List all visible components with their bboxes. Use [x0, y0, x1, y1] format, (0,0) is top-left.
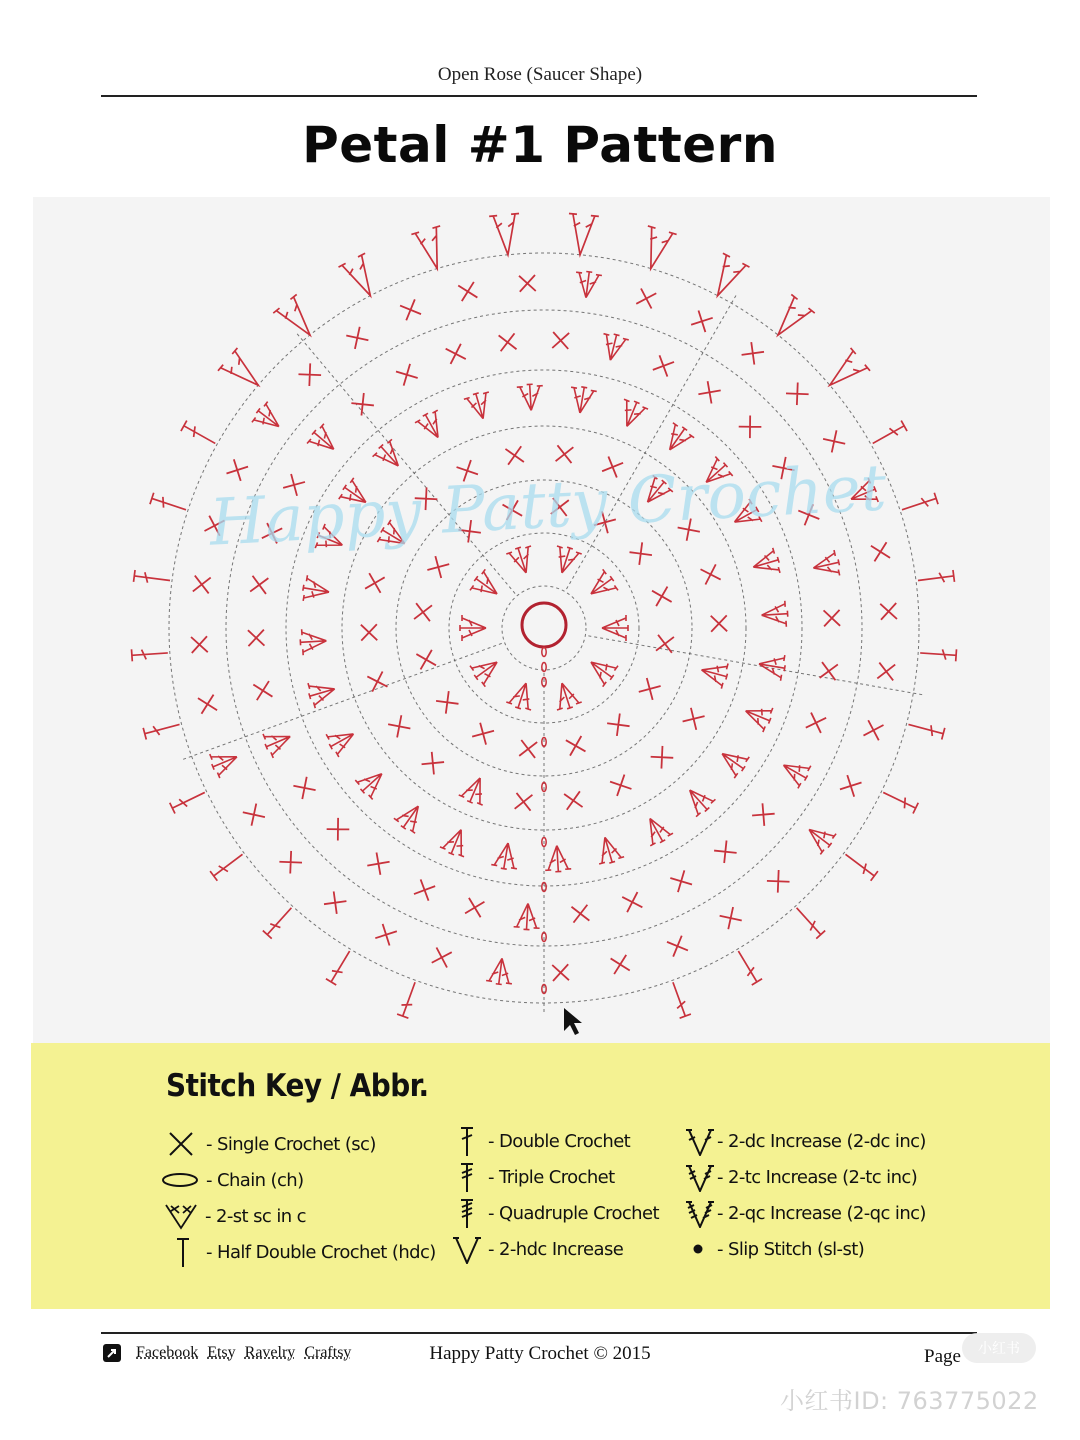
- key-item-dc: [450, 1126, 630, 1156]
- stitch-post-mark: [181, 421, 218, 449]
- stitch-sc-mark: [670, 870, 692, 892]
- stitch-increase-mark: [777, 754, 812, 789]
- guide-divider: [588, 636, 923, 695]
- key-item-dc-inc: [683, 1126, 926, 1156]
- chart-watermark: Happy Patty Crochet: [207, 451, 889, 561]
- stitch-sc-mark: [346, 327, 368, 349]
- stitch-sc-mark: [298, 363, 321, 386]
- etsy-link[interactable]: Etsy: [207, 1344, 236, 1361]
- stitch-sc-mark: [698, 381, 720, 403]
- stitch-sc-mark: [711, 615, 727, 631]
- stitch-increase-mark: [306, 676, 338, 708]
- stitch-post-mark: [150, 493, 188, 516]
- stitch-sc-mark: [607, 714, 629, 736]
- crochet-diagram: [33, 197, 1050, 1043]
- stitch-increase-mark: [757, 651, 787, 681]
- stitch-sc-mark: [767, 870, 790, 893]
- stitch-increase-mark: [592, 834, 624, 866]
- stitch-increase-mark: [468, 568, 504, 604]
- guide-divider: [567, 295, 737, 589]
- stitch-increase-mark: [458, 773, 492, 807]
- stitch-sc-mark: [243, 804, 265, 826]
- stitch-sc-mark: [191, 636, 208, 653]
- key-item-2st-sc: [163, 1201, 306, 1231]
- stitch-sc-mark: [566, 736, 586, 756]
- stitch-increase-mark: [550, 679, 583, 712]
- stitch-sc-mark: [552, 332, 569, 349]
- stitch-post-mark: [667, 980, 691, 1018]
- stitch-sc-mark: [414, 879, 435, 900]
- stitch-sc-mark: [877, 663, 895, 681]
- stitch-increase-mark: [393, 799, 429, 835]
- stitch-increase-mark: [468, 652, 504, 688]
- stitch-post-mark: [143, 719, 181, 740]
- key-item-tc: [450, 1162, 615, 1192]
- stitch-sc-mark: [472, 723, 494, 745]
- stitch-v-increase-mark: [218, 348, 268, 397]
- stitch-increase-mark: [486, 957, 515, 986]
- stitch-v-increase-mark: [704, 253, 749, 302]
- header-divider: [101, 95, 977, 97]
- stitch-increase-mark: [698, 657, 730, 689]
- tc-increase-icon: [683, 1162, 717, 1192]
- stitch-post-mark: [917, 570, 954, 586]
- stitch-sc-mark: [552, 964, 569, 981]
- stitch-increase-mark: [583, 568, 619, 604]
- dc-increase-icon: [683, 1126, 717, 1156]
- key-item-qc: [450, 1198, 659, 1228]
- facebook-link[interactable]: Facebook: [136, 1344, 199, 1361]
- stitch-increase-mark: [598, 332, 629, 363]
- stitch-post-mark: [210, 850, 246, 881]
- stitch-sc-mark: [324, 891, 346, 913]
- stitch-increase-mark: [811, 550, 842, 581]
- stitch-sc-mark: [639, 678, 661, 700]
- stitch-sc-mark: [622, 892, 642, 912]
- key-label-dc: - Double Crochet: [488, 1130, 631, 1152]
- page-title: Petal #1 Pattern: [302, 116, 778, 174]
- stitch-increase-mark: [250, 400, 286, 436]
- stitch-increase-mark: [208, 745, 242, 779]
- stitch-increase-mark: [439, 825, 473, 859]
- key-label-chain: - Chain (ch): [206, 1169, 304, 1191]
- ravelry-link[interactable]: Ravelry: [244, 1344, 296, 1361]
- stitch-post-mark: [907, 719, 945, 740]
- qc-increase-icon: [683, 1198, 717, 1228]
- stitch-sc-mark: [365, 573, 385, 593]
- key-label-qc-inc: - 2-qc Increase (2-qc inc): [717, 1202, 926, 1224]
- stitch-sc-mark: [840, 775, 862, 797]
- key-label-hdc-inc: - 2-hdc Increase: [488, 1238, 624, 1260]
- platform-watermark-id: 小红书ID: 763775022: [780, 1387, 1039, 1415]
- stitch-sc-mark: [823, 430, 845, 452]
- stitch-post-mark: [900, 493, 938, 516]
- stitch-sc-mark: [630, 542, 652, 564]
- two-st-sc-icon: [163, 1201, 199, 1231]
- stitch-v-increase-mark: [636, 226, 676, 273]
- guide-ring: [226, 310, 862, 946]
- stitch-sc-mark: [683, 708, 705, 730]
- stitch-sc-mark: [611, 955, 630, 974]
- stitch-sc-mark: [427, 556, 449, 578]
- stitch-sc-mark: [499, 333, 517, 351]
- stitch-sc-mark: [361, 624, 377, 640]
- stitch-post-mark: [132, 647, 169, 661]
- key-item-sc: [164, 1129, 376, 1159]
- stitch-increase-mark: [517, 384, 544, 411]
- stitch-increase-mark: [306, 422, 343, 459]
- stitch-increase-mark: [261, 725, 295, 759]
- stitch-sc-mark: [863, 720, 883, 740]
- slip-stitch-marker: [542, 648, 546, 657]
- stitch-sc-mark: [786, 382, 809, 405]
- stitch-increase-mark: [324, 723, 359, 758]
- key-label-qc: - Quadruple Crochet: [488, 1202, 659, 1224]
- stitch-sc-mark: [375, 924, 397, 946]
- key-label-dc-inc: - 2-dc Increase (2-dc inc): [717, 1130, 926, 1152]
- key-label-hdc: - Half Double Crochet (hdc): [206, 1241, 436, 1263]
- stitch-sc-mark: [720, 907, 742, 929]
- stitch-sc-mark: [564, 791, 582, 809]
- stitch-sc-mark: [651, 746, 674, 769]
- stitch-sc-mark: [250, 576, 268, 594]
- footer-divider: [101, 1332, 977, 1334]
- stitch-post-mark: [792, 904, 825, 939]
- stitch-v-increase-mark: [766, 294, 814, 344]
- stitch-key-heading: Stitch Key / Abbr.: [166, 1068, 429, 1104]
- stitch-sc-mark: [226, 459, 248, 481]
- slip-stitch-marker: [542, 663, 546, 672]
- craftsy-link[interactable]: Craftsy: [304, 1344, 352, 1361]
- stitch-sc-mark: [388, 715, 410, 737]
- stitch-sc-mark: [636, 288, 656, 308]
- crochet-chart-panel: [33, 197, 1050, 1043]
- stitch-post-mark: [170, 787, 208, 814]
- stitch-sc-mark: [458, 282, 477, 301]
- key-item-tc-inc: [683, 1162, 917, 1192]
- stitch-increase-mark: [639, 812, 674, 847]
- stitch-sc-mark: [652, 587, 672, 607]
- stitch-sc-mark: [367, 853, 389, 875]
- stitch-v-increase-mark: [339, 253, 384, 302]
- stitch-sc-mark: [436, 691, 458, 713]
- stitch-post-mark: [397, 980, 421, 1018]
- stitch-increase-mark: [680, 781, 717, 818]
- stitch-sc-mark: [742, 342, 764, 364]
- stitch-post-mark: [842, 850, 878, 881]
- stitch-increase-mark: [801, 819, 837, 855]
- stitch-increase-mark: [514, 903, 541, 930]
- platform-watermark-badge: 小红书: [962, 1333, 1036, 1363]
- stitch-post-mark: [326, 948, 355, 985]
- stitch-sc-mark: [871, 542, 890, 561]
- stitch-post-mark: [870, 421, 907, 449]
- double-crochet-icon: [450, 1126, 484, 1156]
- stitch-post-mark: [881, 787, 919, 814]
- stitch-sc-mark: [519, 740, 537, 758]
- stitch-increase-mark: [544, 845, 571, 872]
- slip-stitch-icon: [683, 1234, 717, 1264]
- stitch-increase-mark: [371, 438, 408, 475]
- stitch-sc-mark: [432, 947, 452, 967]
- stitch-increase-mark: [715, 743, 751, 779]
- key-label-sc: - Single Crochet (sc): [206, 1133, 376, 1155]
- half-double-crochet-icon: [166, 1237, 200, 1267]
- footer-page-number: Page: [924, 1346, 961, 1367]
- stitch-sc-mark: [556, 445, 574, 463]
- stitch-increase-mark: [761, 601, 788, 628]
- stitch-increase-mark: [583, 652, 619, 688]
- stitch-increase-mark: [741, 699, 775, 733]
- stitch-increase-mark: [573, 270, 602, 299]
- stitch-increase-mark: [506, 544, 539, 577]
- stitch-increase-mark: [506, 679, 539, 712]
- stitch-sc-mark: [446, 344, 466, 364]
- key-item-hdc: [166, 1237, 436, 1267]
- stitch-sc-mark: [414, 603, 432, 621]
- stitch-increase-mark: [615, 397, 649, 431]
- chain-icon: [160, 1165, 200, 1195]
- stitch-sc-mark: [519, 275, 536, 292]
- magic-ring-icon: [522, 603, 566, 647]
- stitch-sc-mark: [293, 777, 315, 799]
- key-item-qc-inc: [683, 1198, 926, 1228]
- stitch-sc-mark: [824, 610, 841, 627]
- stitch-sc-mark: [610, 775, 631, 796]
- stitch-sc-mark: [465, 898, 484, 917]
- stitch-increase-mark: [354, 764, 391, 801]
- triple-crochet-icon: [450, 1162, 484, 1192]
- stitch-increase-mark: [602, 615, 628, 641]
- stitch-increase-mark: [491, 841, 521, 871]
- key-label-tc: - Triple Crochet: [488, 1166, 615, 1188]
- stitch-increase-mark: [550, 544, 583, 577]
- stitch-sc-mark: [691, 310, 713, 332]
- document-header-title: Open Rose (Saucer Shape): [437, 64, 643, 85]
- stitch-sc-mark: [714, 840, 737, 863]
- key-item-chain: [160, 1165, 304, 1195]
- hdc-increase-icon: [450, 1234, 484, 1264]
- cursor-arrow-icon: [564, 1008, 582, 1035]
- stitch-sc-mark: [193, 576, 211, 594]
- stitch-sc-mark: [701, 564, 721, 584]
- stitch-sc-mark: [739, 415, 762, 438]
- stitch-sc-mark: [571, 905, 589, 923]
- key-label-slip-stitch: - Slip Stitch (sl-st): [717, 1238, 865, 1260]
- key-item-hdc-inc: [450, 1234, 623, 1264]
- stitch-sc-mark: [416, 650, 436, 670]
- key-item-slip-stitch: [683, 1234, 864, 1264]
- stitch-sc-mark: [279, 851, 302, 874]
- stitch-increase-mark: [567, 385, 597, 415]
- single-crochet-icon: [164, 1129, 198, 1159]
- stitch-sc-mark: [820, 662, 838, 680]
- stitch-post-mark: [134, 570, 171, 586]
- stitch-sc-mark: [752, 803, 775, 826]
- stitch-sc-mark: [253, 681, 272, 700]
- key-label-tc-inc: - 2-tc Increase (2-tc inc): [717, 1166, 918, 1188]
- stitch-sc-mark: [248, 630, 265, 647]
- stitch-increase-mark: [300, 628, 327, 655]
- stitch-increase-mark: [301, 575, 331, 605]
- quadruple-crochet-icon: [450, 1198, 484, 1228]
- footer-copyright: Happy Patty Crochet © 2015: [429, 1343, 651, 1364]
- stitch-sc-mark: [422, 752, 445, 775]
- stitch-increase-mark: [659, 421, 695, 457]
- stitch-increase-mark: [750, 547, 782, 579]
- stitch-sc-mark: [400, 299, 421, 320]
- stitch-sc-mark: [880, 603, 897, 620]
- key-label-2st-sc: - 2-st sc in c: [205, 1205, 306, 1227]
- stitch-sc-mark: [806, 713, 826, 733]
- stitch-post-mark: [733, 948, 762, 985]
- stitch-v-increase-mark: [411, 226, 451, 273]
- stitch-sc-mark: [667, 936, 688, 957]
- stitch-v-increase-mark: [820, 348, 870, 397]
- stitch-sc-mark: [653, 355, 674, 376]
- stitch-sc-mark: [351, 393, 374, 416]
- stitch-v-increase-mark: [489, 213, 523, 256]
- stitch-sc-mark: [327, 818, 350, 841]
- stitch-sc-mark: [515, 793, 533, 811]
- stitch-post-mark: [920, 647, 957, 661]
- stitch-post-mark: [263, 904, 296, 939]
- stitch-v-increase-mark: [565, 213, 599, 256]
- stitch-increase-mark: [414, 408, 449, 443]
- stitch-sc-mark: [505, 446, 523, 464]
- guide-divider: [182, 643, 501, 759]
- stitch-increase-mark: [460, 615, 486, 641]
- guide-ring: [502, 586, 586, 670]
- stitch-sc-mark: [396, 364, 418, 386]
- stitch-v-increase-mark: [273, 294, 321, 344]
- stitch-sc-mark: [198, 695, 217, 714]
- stitch-increase-mark: [463, 390, 495, 422]
